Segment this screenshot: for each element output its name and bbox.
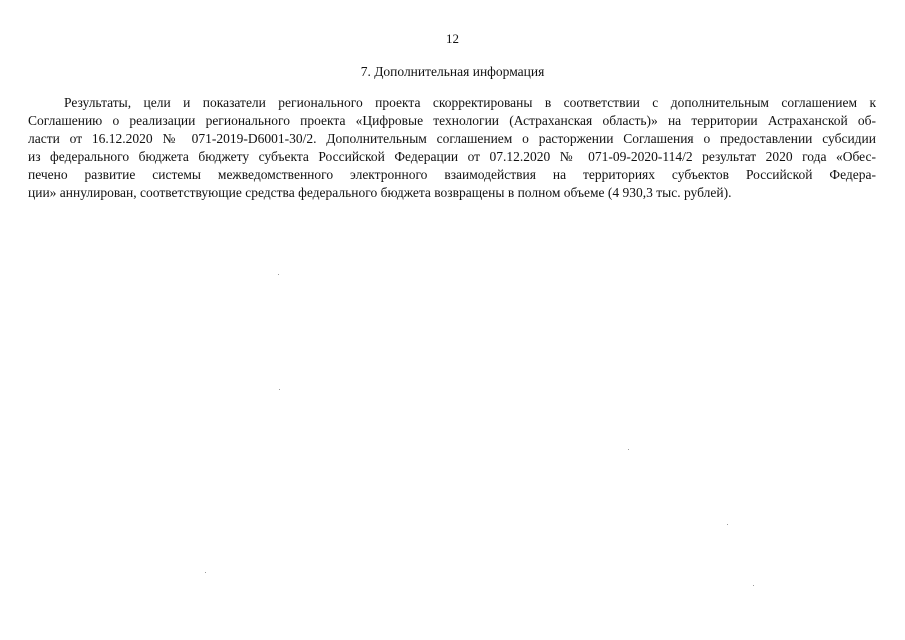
section-heading: 7. Дополнительная информация [360,64,545,79]
page-number: 12 [446,31,459,46]
scan-speck [628,449,629,450]
paragraph-line: печено развитие системы межведомственного электронного взаимодействия на территориях субъектов Российской Федера- [28,167,876,182]
scan-speck [279,389,280,390]
scan-speck [753,585,754,586]
paragraph-line: Результаты, цели и показатели регионального проекта скорректированы в соответствии с дополнительным соглашением к [64,95,876,110]
scan-speck [205,572,206,573]
body-paragraph [28,94,876,202]
paragraph-line: из федерального бюджета бюджету субъекта Российской Федерации от 07.12.2020 № 071-09-2020-114/2 результат 2020 года «Обес- [28,149,876,164]
scan-speck [278,274,279,275]
paragraph-line: ции» аннулирован, соответствующие средства федерального бюджета возвращены в полном объеме (4 930,3 тыс. рублей). [28,185,732,200]
paragraph-line: Соглашению о реализации регионального проекта «Цифровые технологии (Астраханская область)» на территории Астраханской об- [28,113,876,128]
scan-speck [727,524,728,525]
paragraph-line: ласти от 16.12.2020 № 071-2019-D6001-30/2. Дополнительным соглашением о расторжении Соглашения о предоставлении субсидии [28,131,876,146]
